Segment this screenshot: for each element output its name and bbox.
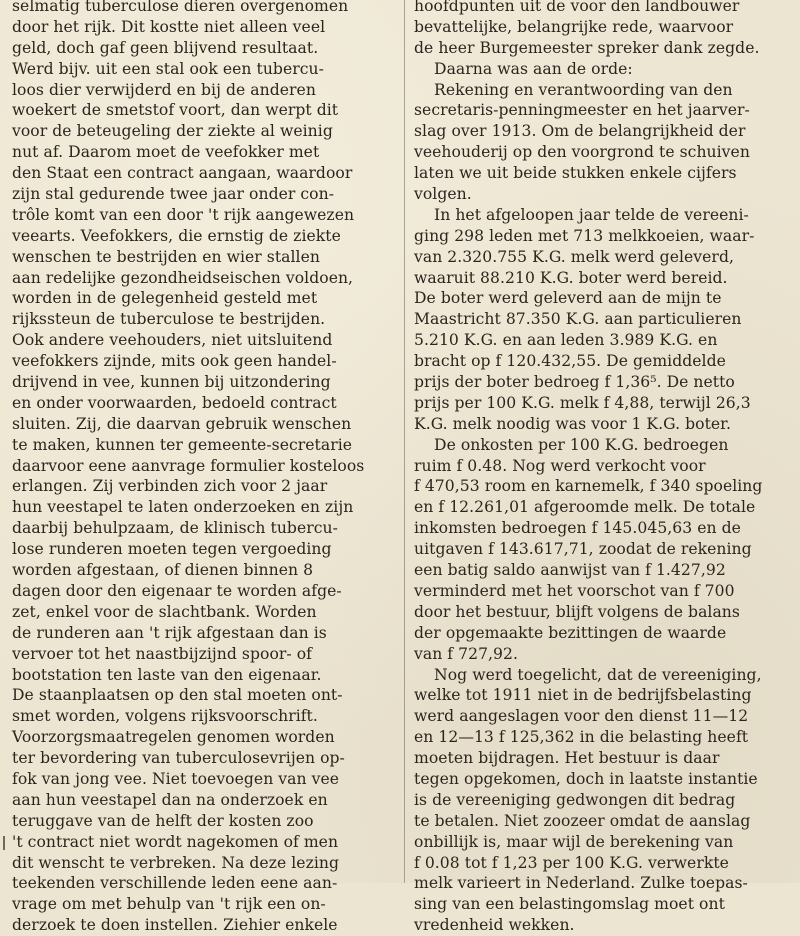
text-line: dit wenscht te verbreken. Na deze lezing: [12, 853, 340, 872]
text-line: Ook andere veehouders, niet uitsluitend: [12, 331, 333, 350]
text-line: onbillijk is, maar wijl de berekening van: [414, 832, 734, 851]
text-line: ruim f 0.48. Nog werd verkocht voor: [414, 456, 706, 475]
text-line: ter bevordering van tuberculosevrijen op-: [12, 749, 345, 768]
text-line: geld, doch gaf geen blijvend resultaat.: [12, 38, 319, 57]
text-line: worden afgestaan, of dienen binnen 8: [12, 561, 314, 580]
text-line: verminderd met het voorschot van f 700: [414, 581, 735, 600]
text-line: smet worden, volgens rijksvoorschrift.: [12, 707, 318, 726]
text-line: secretaris-penningmeester en het jaarver-: [414, 101, 750, 120]
text-line: selmatig tuberculose dieren overgenomen: [12, 0, 349, 15]
text-line: veehouderij op den voorgrond te schuiven: [414, 143, 750, 162]
text-line: volgen.: [414, 185, 472, 204]
text-line: sing van een belastingomslag moet ont: [414, 895, 725, 914]
text-line: welke tot 1911 niet in de bedrijfsbelasting: [414, 686, 752, 705]
text-line: vredenheid wekken.: [414, 916, 575, 935]
text-line: de heer Burgemeester spreker dank zegde.: [414, 38, 760, 57]
text-line: teekenden verschillende leden eene aan-: [12, 874, 338, 893]
text-line: In het afgeloopen jaar telde de vereeni-: [414, 205, 749, 224]
text-line: worden in de gelegenheid gesteld met: [12, 289, 318, 308]
text-line: voor de beteugeling der ziekte al weinig: [12, 122, 333, 141]
text-line: van f 727,92.: [414, 644, 519, 663]
text-line: Maastricht 87.350 K.G. aan particulieren: [414, 310, 742, 329]
text-line: lose runderen moeten tegen vergoeding: [12, 540, 332, 559]
text-line: te maken, kunnen ter gemeente-secretarie: [12, 435, 353, 454]
text-line: bootstation ten laste van den eigenaar.: [12, 665, 322, 684]
text-line: prijs per 100 K.G. melk f 4,88, terwijl 26,3: [414, 393, 751, 412]
text-line: hun veestapel te laten onderzoeken en zijn: [12, 498, 354, 517]
text-line: waaruit 88.210 K.G. boter werd bereid.: [414, 268, 728, 287]
text-line: een batig saldo aanwijst van f 1.427,92: [414, 561, 726, 580]
text-line: veefokkers zijnde, mits ook geen handel-: [12, 352, 337, 371]
text-line: hoofdpunten uit de voor den landbouwer: [414, 0, 740, 15]
text-line: en f 12.261,01 afgeroomde melk. De totale: [414, 498, 756, 517]
text-line: woekert de smetstof voort, dan werpt dit: [12, 101, 339, 120]
text-line: prijs der boter bedroeg f 1,36⁵. De netto: [414, 373, 735, 392]
text-line: bracht op f 120.432,55. De gemiddelde: [414, 352, 726, 371]
text-line: Voorzorgsmaatregelen genomen worden: [12, 728, 335, 747]
text-line: door het rijk. Dit kostte niet alleen veel: [12, 17, 326, 36]
text-line: daarvoor eene aanvrage formulier kosteloos: [12, 456, 365, 475]
text-line: den Staat een contract aangaan, waardoor: [12, 164, 353, 183]
text-line: Daarna was aan de orde:: [414, 59, 633, 78]
text-line: slag over 1913. Om de belangrijkheid der: [414, 122, 746, 141]
text-line: fok van jong vee. Niet toevoegen van vee: [12, 769, 340, 788]
text-line: Rekening en verantwoording van den: [414, 80, 733, 99]
text-line: erlangen. Zij verbinden zich voor 2 jaar: [12, 477, 328, 496]
text-line: Nog werd toegelicht, dat de vereeniging,: [414, 665, 762, 684]
margin-mark: [3, 836, 5, 850]
right-column: [414, 0, 794, 935]
text-line: is de vereeniging gedwongen dit bedrag: [414, 790, 736, 809]
text-line: trôle komt van een door 't rijk aangewezen: [12, 205, 355, 224]
text-line: veearts. Veefokkers, die ernstig de ziekte: [12, 226, 341, 245]
text-line: aan hun veestapel dan na onderzoek en: [12, 790, 328, 809]
text-line: De staanplaatsen op den stal moeten ont-: [12, 686, 343, 705]
text-line: derzoek te doen instellen. Ziehier enkele: [12, 916, 338, 935]
text-line: Werd bijv. uit een stal ook een tubercu-: [12, 59, 324, 78]
text-line: aan redelijke gezondheidseischen voldoen,: [12, 268, 354, 287]
text-line: 't contract niet wordt nagekomen of men: [12, 832, 339, 851]
text-line: f 470,53 room en karnemelk, f 340 spoeling: [414, 477, 763, 496]
text-line: zet, enkel voor de slachtbank. Worden: [12, 602, 317, 621]
text-line: teruggave van de helft der kosten zoo: [12, 811, 314, 830]
text-line: en onder voorwaarden, bedoeld contract: [12, 393, 337, 412]
text-line: sluiten. Zij, die daarvan gebruik wenschen: [12, 414, 352, 433]
text-line: f 0.08 tot f 1,23 per 100 K.G. verwerkte: [414, 853, 729, 872]
text-line: de runderen aan 't rijk afgestaan dan is: [12, 623, 327, 642]
text-line: en 12—13 f 125,362 in die belasting heeft: [414, 728, 749, 747]
column-divider: [404, 0, 405, 883]
text-line: zijn stal gedurende twee jaar onder con-: [12, 185, 335, 204]
text-line: K.G. melk noodig was voor 1 K.G. boter.: [414, 414, 731, 433]
text-line: De boter werd geleverd aan de mijn te: [414, 289, 722, 308]
text-line: wenschen te bestrijden en wier stallen: [12, 247, 320, 266]
text-line: melk varieert in Nederland. Zulke toepas-: [414, 874, 748, 893]
text-line: laten we uit beide stukken enkele cijfers: [414, 164, 737, 183]
text-line: ging 298 leden met 713 melkkoeien, waar-: [414, 226, 755, 245]
text-line: inkomsten bedroegen f 145.045,63 en de: [414, 519, 741, 538]
text-line: door het bestuur, blijft volgens de balans: [414, 602, 740, 621]
text-line: daarbij behulpzaam, de klinisch tubercu-: [12, 519, 338, 538]
left-column: [12, 0, 397, 935]
text-line: tegen opgekomen, doch in laatste instantie: [414, 769, 758, 788]
text-line: bevattelijke, belangrijke rede, waarvoor: [414, 17, 734, 36]
text-line: nut af. Daarom moet de veefokker met: [12, 143, 320, 162]
text-line: drijvend in vee, kunnen bij uitzondering: [12, 373, 331, 392]
text-line: van 2.320.755 K.G. melk werd geleverd,: [414, 247, 734, 266]
text-line: De onkosten per 100 K.G. bedroegen: [414, 435, 729, 454]
text-line: loos dier verwijderd en bij de anderen: [12, 80, 316, 99]
text-line: te betalen. Niet zoozeer omdat de aanslag: [414, 811, 751, 830]
text-line: rijkssteun de tuberculose te bestrijden.: [12, 310, 326, 329]
text-line: werd aangeslagen voor den dienst 11—12: [414, 707, 749, 726]
text-line: 5.210 K.G. en aan leden 3.989 K.G. en: [414, 331, 718, 350]
text-line: vrage om met behulp van 't rijk een on-: [12, 895, 326, 914]
text-line: moeten bijdragen. Het bestuur is daar: [414, 749, 720, 768]
text-line: der opgemaakte bezittingen de waarde: [414, 623, 727, 642]
text-line: vervoer tot het naastbijzijnd spoor- of: [12, 644, 312, 663]
text-line: uitgaven f 143.617,71, zoodat de rekening: [414, 540, 752, 559]
text-line: dagen door den eigenaar te worden afge-: [12, 581, 342, 600]
